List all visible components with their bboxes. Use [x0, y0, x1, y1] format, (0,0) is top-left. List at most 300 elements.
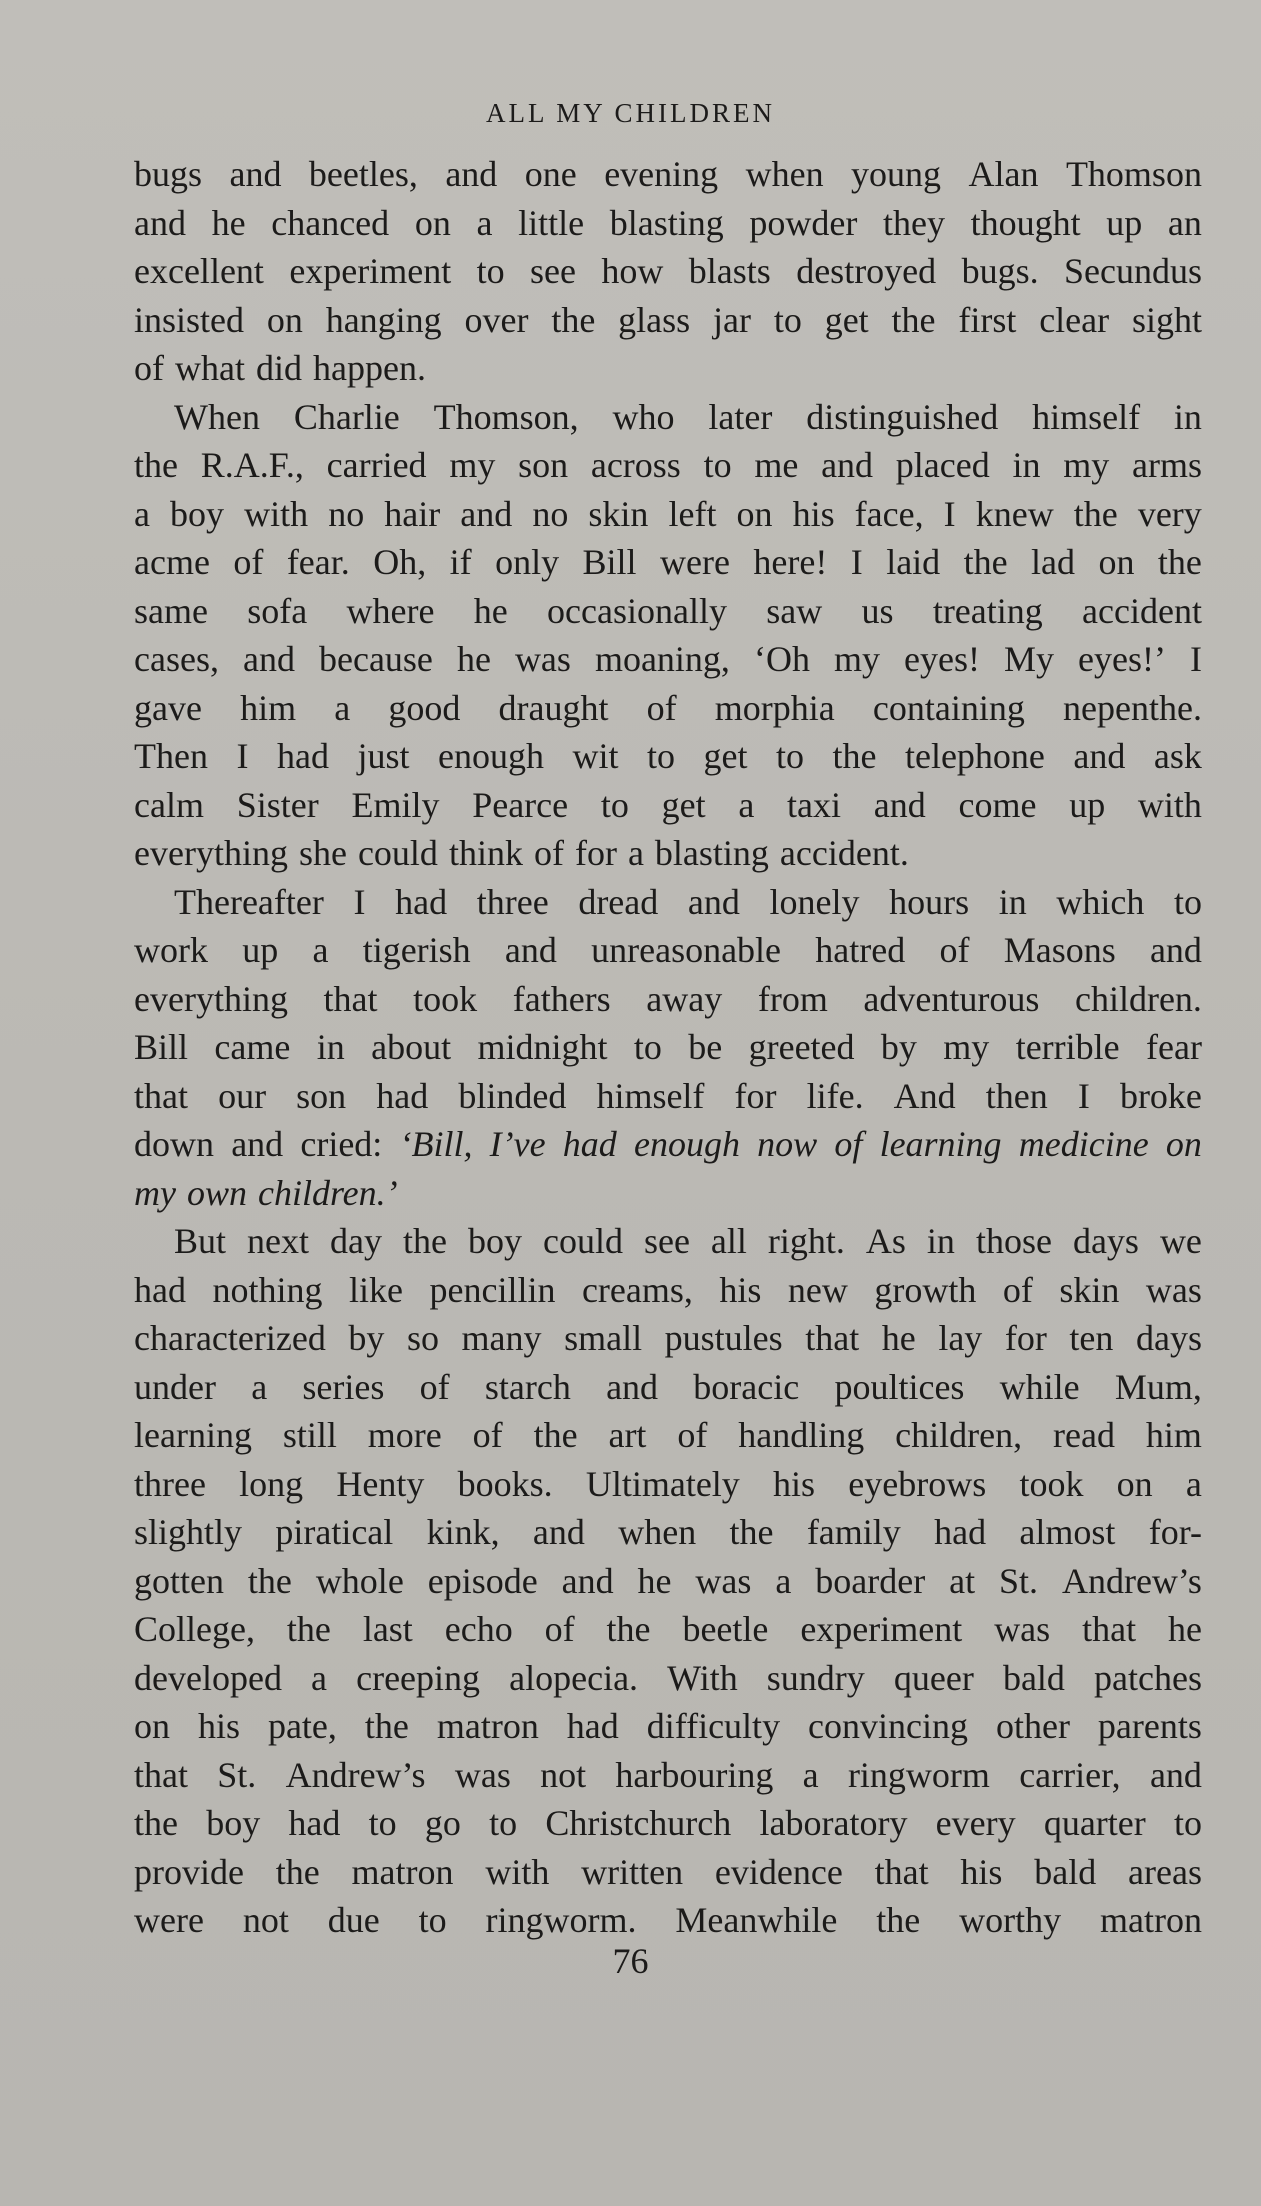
word: ringworm. [485, 1900, 637, 1940]
word: was [514, 639, 571, 679]
word: Thomson [1065, 154, 1202, 194]
word: and [445, 154, 498, 194]
word: harbouring [615, 1754, 774, 1795]
word: Alan [968, 154, 1039, 194]
text-line [134, 635, 1202, 684]
word: fear. [286, 542, 350, 582]
word: were [134, 1900, 204, 1940]
word: eyebrows [848, 1463, 987, 1504]
word: adventurous [863, 978, 1040, 1019]
text-line [134, 781, 1202, 830]
word: I’ve [489, 1124, 546, 1164]
word: experiment [289, 251, 452, 291]
word: because [318, 639, 433, 679]
word: on [736, 493, 773, 534]
word: Bill [582, 542, 637, 582]
word: boarder [815, 1560, 926, 1601]
word: Masons [1003, 930, 1116, 970]
word: excellent [134, 251, 264, 291]
word: on [1098, 542, 1135, 582]
page-number: 76 [612, 1941, 649, 1981]
word: and [687, 881, 740, 922]
word: boy [467, 1221, 522, 1261]
word: carried [326, 445, 427, 485]
word: that [874, 1851, 929, 1892]
word: everything [134, 978, 288, 1019]
word: placed [895, 445, 990, 485]
word: the [247, 1560, 292, 1601]
text-line [134, 1508, 1202, 1557]
word: when [745, 154, 824, 194]
word: blinded [458, 1075, 567, 1116]
word: my [943, 1027, 990, 1067]
word: he [881, 1318, 916, 1358]
word: hatred [815, 930, 906, 970]
word: an [1167, 202, 1202, 243]
word: every [935, 1803, 1016, 1843]
word: a [334, 687, 351, 728]
word: children, [895, 1415, 1023, 1455]
word: a [738, 784, 755, 825]
word: right. [767, 1221, 845, 1261]
word: of [677, 1415, 708, 1455]
word: up [242, 930, 279, 970]
word: was [1145, 1269, 1202, 1310]
word: almost [1019, 1512, 1116, 1552]
word: of [544, 1609, 575, 1649]
word: kink, [426, 1512, 500, 1552]
word: matron [1100, 1900, 1202, 1940]
word: the [1073, 493, 1118, 534]
word: boracic [693, 1366, 800, 1407]
word: had [395, 881, 448, 922]
word: learning [134, 1415, 252, 1455]
word: R.A.F., [200, 445, 304, 485]
word: son [518, 445, 569, 485]
word: get [824, 299, 869, 340]
word: in [998, 881, 1027, 922]
word: my [1063, 445, 1110, 485]
word: young [851, 154, 942, 194]
word: from [757, 978, 828, 1019]
word: him [240, 687, 297, 728]
word: draught [498, 687, 609, 728]
word: on [1116, 1463, 1153, 1504]
word: Andrew’s [285, 1754, 426, 1795]
word: tigerish [362, 930, 471, 970]
word: the [1157, 542, 1202, 582]
word: everything [134, 833, 288, 873]
text-line [134, 1848, 1202, 1897]
text-line [134, 1799, 1202, 1848]
word: could [542, 1221, 623, 1261]
word: of [1002, 1269, 1033, 1310]
word: who [612, 396, 675, 437]
word: new [787, 1269, 848, 1310]
word: areas [1128, 1851, 1202, 1892]
word: Meanwhile [675, 1900, 838, 1940]
word: good [388, 687, 461, 728]
text-line [134, 829, 1202, 878]
word: that [134, 1075, 188, 1116]
word: days [1072, 1221, 1139, 1261]
word: written [581, 1851, 684, 1892]
word: on [414, 202, 451, 243]
word: across [590, 445, 681, 485]
word: on [134, 1706, 170, 1746]
word: With [667, 1657, 738, 1698]
word: treating [932, 590, 1043, 631]
text-line [134, 1217, 1202, 1266]
word: happen. [313, 348, 426, 388]
word: boy [206, 1803, 261, 1843]
word: my [833, 639, 880, 679]
text-line [134, 684, 1202, 733]
word: alopecia. [509, 1657, 639, 1698]
word: for [734, 1075, 777, 1116]
word: As [865, 1221, 906, 1261]
word: the [606, 1609, 651, 1649]
word: of [134, 348, 164, 388]
word: a [627, 833, 644, 873]
word: the [275, 1851, 320, 1892]
word: to [1173, 1803, 1202, 1843]
word: ten [1069, 1318, 1114, 1358]
word: taxi [787, 784, 842, 825]
word: the [963, 542, 1008, 582]
word: accident. [779, 833, 909, 873]
word: and [561, 1560, 614, 1601]
word: beetle [682, 1609, 769, 1649]
word: many [461, 1318, 542, 1358]
word: cried: [300, 1124, 383, 1164]
word: a [775, 1560, 792, 1601]
word: the [832, 736, 877, 776]
word: his [773, 1463, 816, 1504]
word: characterized [134, 1318, 326, 1358]
word: of [472, 1415, 503, 1455]
word: to [775, 736, 804, 776]
word: a [134, 493, 150, 534]
word: whole [315, 1560, 404, 1601]
word: the [402, 1221, 447, 1261]
word: his [792, 493, 835, 534]
word: due [327, 1900, 380, 1940]
word: ringworm [847, 1754, 990, 1795]
word: for [1004, 1318, 1047, 1358]
word: I [353, 881, 366, 922]
word: our [218, 1075, 267, 1116]
word: us [861, 590, 894, 631]
word: which [1056, 881, 1145, 922]
word: handling [738, 1415, 865, 1455]
word: not [242, 1900, 289, 1940]
word: children.’ [258, 1172, 398, 1213]
word: one [524, 154, 577, 194]
word: poultices [834, 1366, 965, 1407]
word: occasionally [547, 590, 727, 631]
word: a [1185, 1463, 1202, 1504]
word: greeted [748, 1027, 855, 1067]
word: what [175, 348, 245, 388]
word: containing [872, 687, 1025, 728]
word: on [1165, 1124, 1202, 1164]
word: for- [1148, 1512, 1202, 1552]
word: and [1073, 736, 1126, 776]
word: experiment [800, 1609, 963, 1649]
word: and [821, 445, 874, 485]
word: Emily [351, 784, 440, 825]
text-line [134, 1072, 1202, 1121]
text-line [134, 1120, 1202, 1169]
word: Ultimately [585, 1463, 740, 1504]
word: more [367, 1415, 442, 1455]
word: glass [618, 299, 691, 340]
word: destroyed [796, 251, 937, 291]
word: Mum, [1114, 1366, 1202, 1407]
word: creeping [356, 1657, 481, 1698]
text-line [134, 1605, 1202, 1654]
word: When [174, 396, 260, 437]
word: hanging [325, 299, 442, 340]
word: dread [578, 881, 659, 922]
word: still [282, 1415, 337, 1455]
word: I [236, 736, 249, 776]
word: pustules [664, 1318, 783, 1358]
text-line [134, 1023, 1202, 1072]
word: while [999, 1366, 1080, 1407]
word: at [949, 1560, 976, 1601]
word: were [660, 542, 730, 582]
word: fear [1146, 1027, 1202, 1067]
text-line [134, 1314, 1202, 1363]
word: quarter [1043, 1803, 1146, 1843]
word: my [134, 1172, 176, 1213]
word: first [958, 299, 1017, 340]
word: think [448, 833, 523, 873]
word: skin [1059, 1269, 1120, 1310]
word: here! [753, 542, 828, 582]
word: that [805, 1318, 860, 1358]
word: left [668, 493, 717, 534]
word: so [406, 1318, 439, 1358]
word: skin [588, 493, 649, 534]
word: insisted [134, 299, 245, 340]
word: My [1003, 639, 1054, 679]
word: blasting [654, 833, 769, 873]
word: Oh, [373, 542, 427, 582]
word: his [197, 1706, 240, 1746]
word: and [1149, 930, 1202, 970]
word: But [174, 1221, 227, 1261]
word: eyes!’ [1078, 639, 1166, 679]
word: in [1012, 445, 1041, 485]
word: other [995, 1706, 1070, 1746]
word: of [646, 687, 677, 728]
word: took [1019, 1463, 1084, 1504]
word: sofa [247, 590, 308, 631]
word: he [1168, 1609, 1202, 1649]
word: blasting [609, 202, 724, 243]
word: ‘Bill, [399, 1124, 473, 1164]
word: all [710, 1221, 747, 1261]
word: lay [938, 1318, 983, 1358]
word: eyes! [904, 639, 980, 679]
word: that [1082, 1609, 1137, 1649]
text-line [134, 1411, 1202, 1460]
word: clear [1039, 299, 1110, 340]
word: children. [1074, 978, 1202, 1019]
text-line [134, 1557, 1202, 1606]
word: carrier, [1019, 1754, 1121, 1795]
word: bald [1034, 1851, 1097, 1892]
text-line [134, 441, 1202, 490]
text-line [134, 344, 1202, 393]
word: St. [999, 1560, 1039, 1601]
word: bugs [134, 154, 203, 194]
word: only [495, 542, 560, 582]
text-line [134, 1702, 1202, 1751]
word: hours [889, 881, 970, 922]
word: a [251, 1366, 268, 1407]
word: gave [134, 687, 202, 728]
word: moaning, [594, 639, 730, 679]
word: saw [766, 590, 823, 631]
word: acme [134, 542, 210, 582]
word: ask [1153, 736, 1202, 776]
word: he [473, 590, 508, 631]
word: small [564, 1318, 643, 1358]
word: telephone [904, 736, 1045, 776]
word: get [661, 784, 706, 825]
word: medicine [1018, 1124, 1149, 1164]
word: Henty [336, 1463, 425, 1504]
word: morphia [714, 687, 835, 728]
text-line [134, 1751, 1202, 1800]
word: matron [351, 1851, 454, 1892]
word: the [891, 299, 936, 340]
word: own [186, 1172, 247, 1213]
word: we [1159, 1221, 1202, 1261]
word: of [834, 1124, 863, 1164]
word: calm [134, 784, 204, 825]
word: son [296, 1075, 347, 1116]
word: down [134, 1124, 214, 1164]
word: I [943, 493, 956, 534]
word: parents [1097, 1706, 1202, 1746]
word: blasts [688, 251, 771, 291]
word: the [134, 1803, 178, 1843]
word: of [533, 833, 564, 873]
word: of [939, 930, 970, 970]
word: sundry [766, 1657, 865, 1698]
word: get [703, 736, 748, 776]
word: away [646, 978, 723, 1019]
text-line [134, 538, 1202, 587]
word: nepenthe. [1063, 687, 1202, 728]
word: patches [1094, 1657, 1202, 1698]
word: in [1173, 396, 1202, 437]
word: ‘Oh [753, 639, 810, 679]
word: the [286, 1609, 331, 1649]
text-line [134, 1654, 1202, 1703]
word: how [601, 251, 664, 291]
word: had [134, 1269, 186, 1310]
word: they [882, 202, 945, 243]
word: had [376, 1075, 429, 1116]
word: worthy [959, 1900, 1062, 1940]
word: later [708, 396, 773, 437]
word: three [476, 881, 549, 922]
word: that [134, 1754, 188, 1795]
word: and [1149, 1754, 1202, 1795]
word: books. [457, 1463, 553, 1504]
word: himself [1032, 396, 1141, 437]
word: creams, [581, 1269, 693, 1310]
text-line [134, 247, 1202, 296]
word: the [551, 299, 596, 340]
word: long [239, 1463, 304, 1504]
word: pate, [267, 1706, 337, 1746]
word: wit [572, 736, 619, 776]
text-line [134, 587, 1202, 636]
word: had [562, 1124, 617, 1164]
text-line [134, 1169, 1202, 1218]
word: the [364, 1706, 409, 1746]
word: life. [806, 1075, 864, 1116]
word: little [518, 202, 585, 243]
word: not [540, 1754, 587, 1795]
word: queer [893, 1657, 974, 1698]
word: nothing [212, 1269, 323, 1310]
word: he [211, 202, 246, 243]
word: terrible [1015, 1027, 1120, 1067]
word: matron [436, 1706, 539, 1746]
word: to [646, 736, 675, 776]
word: midnight [477, 1027, 608, 1067]
word: Charlie [293, 396, 400, 437]
word: the [729, 1512, 774, 1552]
word: to [418, 1900, 447, 1940]
word: had [934, 1512, 987, 1552]
word: a [802, 1754, 819, 1795]
word: day [330, 1221, 382, 1261]
text-line [134, 1460, 1202, 1509]
word: under [134, 1366, 216, 1407]
text-line [134, 296, 1202, 345]
word: no [532, 493, 569, 534]
word: she [298, 833, 347, 873]
word: next [247, 1221, 309, 1261]
word: that [323, 978, 378, 1019]
word: family [806, 1512, 901, 1552]
word: echo [444, 1609, 513, 1649]
word: convincing [808, 1706, 968, 1746]
word: those [975, 1221, 1052, 1261]
word: to [703, 445, 732, 485]
word: I [1189, 639, 1202, 679]
word: had [566, 1706, 619, 1746]
word: laid [886, 542, 941, 582]
word: and [231, 1124, 284, 1164]
word: starch [484, 1366, 571, 1407]
word: took [413, 978, 478, 1019]
word: up [1069, 784, 1106, 825]
word: his [719, 1269, 762, 1310]
word: and [460, 493, 513, 534]
word: accident [1082, 590, 1202, 631]
word: episode [427, 1560, 538, 1601]
